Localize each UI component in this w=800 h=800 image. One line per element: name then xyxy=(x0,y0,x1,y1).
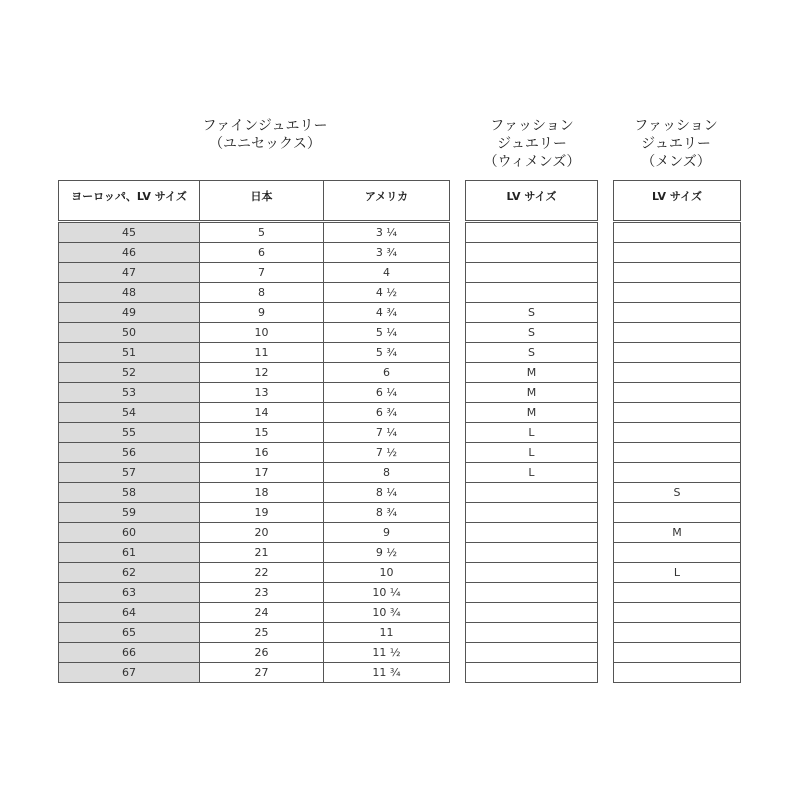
womens-table-header-row xyxy=(466,181,598,221)
table-row xyxy=(614,463,741,483)
mens-lv-size-cell xyxy=(614,363,741,383)
womens-lv-size-cell xyxy=(466,663,598,683)
mens-lv-size-cell xyxy=(614,443,741,463)
table-row xyxy=(614,483,741,503)
table-row xyxy=(466,663,598,683)
mens-lv-size-cell xyxy=(614,263,741,283)
europe-size-cell: 58 xyxy=(59,483,200,503)
table-row xyxy=(614,603,741,623)
usa-size-cell: 6 ¼ xyxy=(324,383,450,403)
japan-size-cell: 27 xyxy=(200,663,324,683)
table-row xyxy=(59,443,450,463)
japan-size-cell: 5 xyxy=(200,223,324,243)
japan-size-cell: 13 xyxy=(200,383,324,403)
womens-lv-size-cell xyxy=(466,583,598,603)
usa-size-cell: 11 ¾ xyxy=(324,663,450,683)
table-row xyxy=(614,343,741,363)
table-row xyxy=(466,383,598,403)
europe-size-cell: 62 xyxy=(59,563,200,583)
europe-size-cell: 48 xyxy=(59,283,200,303)
table-row xyxy=(614,323,741,343)
usa-size-cell: 10 ¾ xyxy=(324,603,450,623)
table-row xyxy=(466,283,598,303)
mens-lv-size-cell xyxy=(614,603,741,623)
table-row xyxy=(466,223,598,243)
usa-size-cell: 7 ¼ xyxy=(324,423,450,443)
table-row xyxy=(614,283,741,303)
table-row xyxy=(59,623,450,643)
table-row xyxy=(59,263,450,283)
table-row xyxy=(614,443,741,463)
table-row xyxy=(59,643,450,663)
europe-size-cell: 54 xyxy=(59,403,200,423)
japan-size-cell: 24 xyxy=(200,603,324,623)
table-row xyxy=(59,323,450,343)
mens-lv-size-cell xyxy=(614,543,741,563)
europe-size-cell: 61 xyxy=(59,543,200,563)
table-row xyxy=(59,283,450,303)
mens-lv-size-cell xyxy=(614,423,741,443)
fashion-womens-title xyxy=(466,117,598,171)
table-row xyxy=(614,583,741,603)
womens-lv-size-cell: L xyxy=(466,443,598,463)
table-row xyxy=(466,363,598,383)
mens-lv-size-cell xyxy=(614,383,741,403)
fashion-mens-title xyxy=(612,117,740,171)
table-row xyxy=(614,303,741,323)
table-row xyxy=(466,323,598,343)
table-row xyxy=(59,503,450,523)
table-row xyxy=(59,523,450,543)
japan-size-cell: 20 xyxy=(200,523,324,543)
womens-lv-size-cell xyxy=(466,623,598,643)
table-row xyxy=(466,463,598,483)
usa-size-cell: 6 xyxy=(324,363,450,383)
table-row xyxy=(466,583,598,603)
table-row xyxy=(466,503,598,523)
table-row xyxy=(466,263,598,283)
japan-size-cell: 10 xyxy=(200,323,324,343)
fine-jewelry-title-line1: ファインジュエリー xyxy=(202,118,328,134)
usa-size-cell: 10 xyxy=(324,563,450,583)
mens-lv-size-cell xyxy=(614,623,741,643)
table-row xyxy=(614,423,741,443)
mens-lv-size-cell xyxy=(614,283,741,303)
mens-lv-size-cell: S xyxy=(614,483,741,503)
fashion-mens-title-line1: ファッション xyxy=(634,118,718,134)
europe-size-cell: 66 xyxy=(59,643,200,663)
fine-jewelry-title-line2: （ユニセックス） xyxy=(209,136,321,152)
mens-lv-size-cell xyxy=(614,223,741,243)
mens-lv-size-cell xyxy=(614,663,741,683)
usa-size-cell: 8 ¼ xyxy=(324,483,450,503)
womens-lv-size-cell xyxy=(466,483,598,503)
usa-size-cell: 4 xyxy=(324,263,450,283)
japan-size-cell: 11 xyxy=(200,343,324,363)
usa-size-cell: 4 ¾ xyxy=(324,303,450,323)
header-mens-lv-size: LV サイズ xyxy=(614,181,741,221)
table-row xyxy=(614,523,741,543)
table-row xyxy=(59,603,450,623)
europe-size-cell: 67 xyxy=(59,663,200,683)
japan-size-cell: 17 xyxy=(200,463,324,483)
womens-lv-size-cell xyxy=(466,223,598,243)
table-row xyxy=(59,663,450,683)
womens-lv-size-cell xyxy=(466,603,598,623)
usa-size-cell: 7 ½ xyxy=(324,443,450,463)
womens-lv-size-cell xyxy=(466,503,598,523)
table-row xyxy=(466,343,598,363)
japan-size-cell: 25 xyxy=(200,623,324,643)
usa-size-cell: 6 ¾ xyxy=(324,403,450,423)
europe-size-cell: 49 xyxy=(59,303,200,323)
europe-size-cell: 64 xyxy=(59,603,200,623)
japan-size-cell: 21 xyxy=(200,543,324,563)
usa-size-cell: 11 ½ xyxy=(324,643,450,663)
header-usa: アメリカ xyxy=(324,181,450,221)
fashion-womens-title-line3: （ウィメンズ） xyxy=(483,154,581,170)
womens-lv-size-cell: M xyxy=(466,363,598,383)
table-row xyxy=(614,643,741,663)
europe-size-cell: 52 xyxy=(59,363,200,383)
womens-lv-size-cell: S xyxy=(466,323,598,343)
japan-size-cell: 8 xyxy=(200,283,324,303)
europe-size-cell: 46 xyxy=(59,243,200,263)
mens-lv-size-cell xyxy=(614,323,741,343)
usa-size-cell: 5 ¾ xyxy=(324,343,450,363)
womens-lv-size-cell xyxy=(466,523,598,543)
mens-lv-size-cell xyxy=(614,343,741,363)
japan-size-cell: 22 xyxy=(200,563,324,583)
mens-lv-size-cell xyxy=(614,303,741,323)
japan-size-cell: 6 xyxy=(200,243,324,263)
fashion-mens-title-line2: ジュエリー xyxy=(641,136,711,152)
fashion-womens-title-line1: ファッション xyxy=(490,118,574,134)
womens-lv-size-cell xyxy=(466,263,598,283)
usa-size-cell: 5 ¼ xyxy=(324,323,450,343)
europe-size-cell: 50 xyxy=(59,323,200,343)
womens-lv-size-cell: M xyxy=(466,403,598,423)
mens-lv-size-cell xyxy=(614,643,741,663)
table-row xyxy=(466,443,598,463)
womens-lv-size-cell: M xyxy=(466,383,598,403)
table-row xyxy=(59,303,450,323)
usa-size-cell: 10 ¼ xyxy=(324,583,450,603)
womens-lv-size-cell xyxy=(466,543,598,563)
table-row xyxy=(614,543,741,563)
europe-size-cell: 63 xyxy=(59,583,200,603)
table-row xyxy=(466,483,598,503)
table-row xyxy=(614,563,741,583)
europe-size-cell: 59 xyxy=(59,503,200,523)
mens-lv-size-cell xyxy=(614,243,741,263)
usa-size-cell: 8 xyxy=(324,463,450,483)
table-row xyxy=(59,243,450,263)
fine-jewelry-title xyxy=(160,117,370,153)
europe-size-cell: 55 xyxy=(59,423,200,443)
table-row xyxy=(59,543,450,563)
europe-size-cell: 60 xyxy=(59,523,200,543)
table-row xyxy=(59,483,450,503)
fashion-womens-title-line2: ジュエリー xyxy=(497,136,567,152)
japan-size-cell: 23 xyxy=(200,583,324,603)
womens-lv-size-cell: S xyxy=(466,303,598,323)
table-row xyxy=(466,523,598,543)
table-row xyxy=(614,503,741,523)
europe-size-cell: 53 xyxy=(59,383,200,403)
japan-size-cell: 14 xyxy=(200,403,324,423)
table-row xyxy=(614,403,741,423)
japan-size-cell: 18 xyxy=(200,483,324,503)
mens-lv-size-cell: L xyxy=(614,563,741,583)
table-row xyxy=(614,623,741,643)
table-row xyxy=(59,363,450,383)
table-row xyxy=(59,223,450,243)
header-japan: 日本 xyxy=(200,181,324,221)
usa-size-cell: 3 ¾ xyxy=(324,243,450,263)
womens-lv-size-cell: L xyxy=(466,463,598,483)
table-row xyxy=(466,403,598,423)
table-row xyxy=(59,563,450,583)
womens-lv-size-cell xyxy=(466,563,598,583)
mens-lv-size-cell xyxy=(614,503,741,523)
table-row xyxy=(59,583,450,603)
fine-table-header-row xyxy=(59,181,450,221)
japan-size-cell: 26 xyxy=(200,643,324,663)
table-row xyxy=(59,403,450,423)
usa-size-cell: 9 ½ xyxy=(324,543,450,563)
europe-size-cell: 57 xyxy=(59,463,200,483)
fine-jewelry-size-table xyxy=(58,180,450,683)
japan-size-cell: 16 xyxy=(200,443,324,463)
table-row xyxy=(466,603,598,623)
fashion-womens-size-table xyxy=(465,180,598,683)
japan-size-cell: 9 xyxy=(200,303,324,323)
europe-size-cell: 51 xyxy=(59,343,200,363)
table-row xyxy=(466,563,598,583)
table-row xyxy=(59,383,450,403)
table-row xyxy=(466,303,598,323)
table-row xyxy=(614,363,741,383)
mens-lv-size-cell xyxy=(614,403,741,423)
europe-size-cell: 65 xyxy=(59,623,200,643)
mens-lv-size-cell: M xyxy=(614,523,741,543)
japan-size-cell: 12 xyxy=(200,363,324,383)
fashion-mens-size-table xyxy=(613,180,741,683)
header-womens-lv-size: LV サイズ xyxy=(466,181,598,221)
mens-table-header-row xyxy=(614,181,741,221)
table-row xyxy=(614,223,741,243)
header-europe-lv-size: ヨーロッパ、LV サイズ xyxy=(59,181,200,221)
europe-size-cell: 47 xyxy=(59,263,200,283)
mens-lv-size-cell xyxy=(614,463,741,483)
table-row xyxy=(466,423,598,443)
japan-size-cell: 7 xyxy=(200,263,324,283)
womens-lv-size-cell: S xyxy=(466,343,598,363)
usa-size-cell: 11 xyxy=(324,623,450,643)
womens-lv-size-cell xyxy=(466,243,598,263)
table-row xyxy=(59,463,450,483)
table-row xyxy=(614,243,741,263)
mens-lv-size-cell xyxy=(614,583,741,603)
usa-size-cell: 4 ½ xyxy=(324,283,450,303)
table-row xyxy=(614,663,741,683)
table-row xyxy=(466,243,598,263)
table-row xyxy=(59,343,450,363)
womens-lv-size-cell xyxy=(466,643,598,663)
japan-size-cell: 15 xyxy=(200,423,324,443)
europe-size-cell: 45 xyxy=(59,223,200,243)
table-row xyxy=(466,623,598,643)
table-row xyxy=(614,383,741,403)
womens-lv-size-cell: L xyxy=(466,423,598,443)
table-row xyxy=(466,643,598,663)
europe-size-cell: 56 xyxy=(59,443,200,463)
table-row xyxy=(614,263,741,283)
table-row xyxy=(466,543,598,563)
table-row xyxy=(59,423,450,443)
usa-size-cell: 3 ¼ xyxy=(324,223,450,243)
japan-size-cell: 19 xyxy=(200,503,324,523)
fashion-mens-title-line3: （メンズ） xyxy=(641,154,711,170)
usa-size-cell: 8 ¾ xyxy=(324,503,450,523)
usa-size-cell: 9 xyxy=(324,523,450,543)
womens-lv-size-cell xyxy=(466,283,598,303)
